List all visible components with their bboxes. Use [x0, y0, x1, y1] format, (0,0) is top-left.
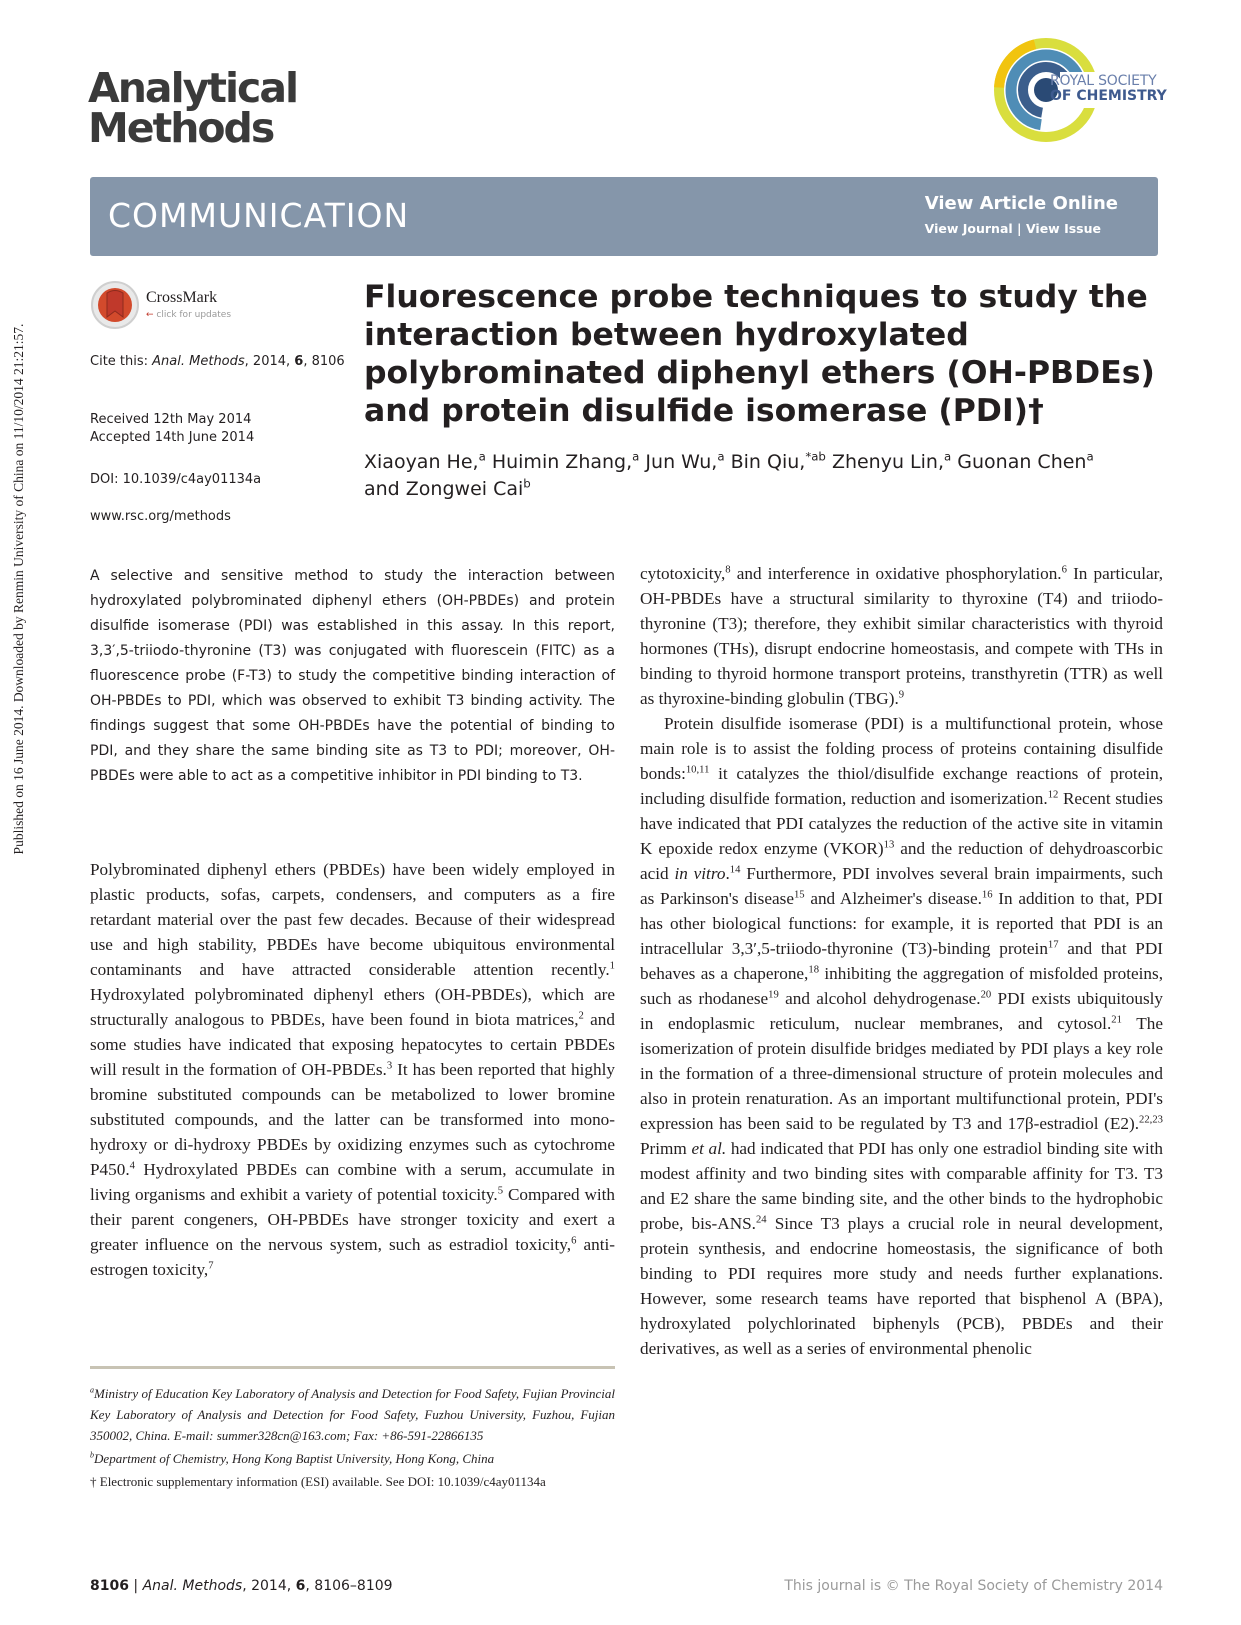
dates	[90, 411, 254, 447]
footnote-divider	[90, 1366, 615, 1369]
crossmark-label: CrossMark	[146, 289, 218, 306]
journal-logo-line1: Analytical	[88, 64, 298, 112]
download-notice: Published on 16 June 2014. Downloaded by Renmin University of China on 11/10/2014 21:21:57.	[11, 323, 26, 855]
rsc-wordmark-line1: ROYAL SOCIETY	[1050, 73, 1157, 89]
reference-mark[interactable]: 4	[129, 1160, 135, 1172]
reference-mark[interactable]: 17	[1047, 939, 1059, 951]
reference-mark[interactable]: 16	[981, 889, 993, 901]
reference-mark[interactable]: 5	[497, 1185, 504, 1197]
reference-mark[interactable]: 1	[609, 960, 615, 972]
view-journal-link[interactable]: View Journal	[924, 221, 1013, 236]
body-column-right	[640, 561, 1163, 1361]
link-separator: |	[1017, 221, 1022, 236]
author[interactable]: and Zongwei Cai$^b$	[364, 476, 531, 500]
journal-url[interactable]: www.rsc.org/methods	[90, 509, 231, 524]
copyright-notice: This journal is © The Royal Society of Chemistry 2014	[784, 1578, 1163, 1594]
article-type-banner	[90, 177, 1158, 256]
reference-mark[interactable]: 14	[729, 864, 741, 876]
view-issue-link[interactable]: View Issue	[1025, 221, 1101, 236]
author[interactable]: Xiaoyan He,$^a$	[364, 449, 486, 473]
author[interactable]: Bin Qiu,$^{*ab}$	[730, 449, 826, 473]
body-paragraph: cytotoxicity,$^8$ and interference in oxidative phosphorylation.$^6$ In particular, OH-PBDEs have a structural similarity to thyroxine (T4) and triiodo-thyronine (T3); therefore, they exhibit similar characteristics with thyroid hormones (THs), disrupt endocrine homeostasis, and compete with THs in binding to thyroid hormone transport proteins, transthyretin (TTR) as well as thyroxine-binding globulin (TBG).$^9$	[640, 564, 1163, 708]
accepted-date: Accepted 14th June 2014	[90, 430, 255, 445]
author[interactable]: Huimin Zhang,$^a$	[491, 449, 640, 473]
crossmark-button[interactable]	[90, 280, 250, 332]
view-article-online-link[interactable]: View Article Online	[924, 193, 1118, 214]
reference-mark[interactable]: 15	[793, 889, 805, 901]
body-paragraph: Polybrominated diphenyl ethers (PBDEs) have been widely employed in plastic products, sofas, carpets, condensers, and computers as a fire retardant material over the past few decades. Because of their widespread use and high stability, PBDEs have become ubiquitous environmental contaminants and have attracted considerable attention recently.$^1$ Hydroxylated polybrominated diphenyl ethers (OH-PBDEs), which are structurally analogous to PBDEs, have been found in biota matrices,$^2$ and some studies have indicated that exposing hepatocytes to certain PBDEs will result in the formation of OH-PBDEs.$^3$ It has been reported that highly bromine substituted compounds can be metabolized to lower bromine substituted compounds, and the latter can be transformed into mono-hydroxy or di-hydroxy PBDEs by oxidizing enzymes such as cytochrome P450.$^4$ Hydroxylated PBDEs can combine with a serum, accumulate in living organisms and exhibit a variety of potential toxicity.$^5$ Compared with their parent congeners, OH-PBDEs have stronger toxicity and exert a greater influence on the nervous system, such as estradiol toxicity,$^6$ anti-estrogen toxicity,$^7$	[90, 860, 616, 1279]
reference-mark[interactable]: 7	[208, 1260, 214, 1272]
reference-mark[interactable]: 20	[980, 989, 992, 1001]
reference-mark[interactable]: 21	[1111, 1014, 1122, 1026]
body-column-left	[90, 857, 615, 1282]
author-list	[364, 449, 1164, 503]
author[interactable]: Jun Wu,$^a$	[645, 449, 725, 473]
abstract: A selective and sensitive method to study the interaction between hydroxylated polybrominated diphenyl ethers (OH-PBDEs) and protein disulfide isomerase (PDI) was established in this assay. In this report, 3,3′,5-triiodo-thyronine (T3) was conjugated with fluorescein (FITC) as a fluorescence probe (F-T3) to study the competitive binding interaction of OH-PBDEs to PDI, which was observed to exhibit T3 binding activity. The findings suggest that some OH-PBDEs have the potential of binding to PDI, and they share the same binding site as T3 to PDI; moreover, OH-PBDEs were able to act as a competitive inhibitor in PDI binding to T3.	[90, 568, 615, 784]
banner-links	[925, 221, 1101, 236]
reference-mark[interactable]: 22,23	[1139, 1114, 1163, 1126]
reference-mark[interactable]: 2	[578, 1010, 584, 1022]
received-date: Received 12th May 2014	[90, 412, 252, 427]
doi[interactable]: DOI: 10.1039/c4ay01134a	[90, 472, 262, 487]
body-paragraph: Protein disulfide isomerase (PDI) is a multifunctional protein, whose main role is to assist the folding process of proteins containing disulfide bonds:$^{10,11}$ it catalyzes the thiol/disulfide exchange reactions of protein, including disulfide formation, reduction and isomerization.$^{12}$ Recent studies have indicated that PDI catalyzes the reduction of the active site in vitamin K epoxide redox enzyme (VKOR)$^{13}$ and the reduction of dehydroascorbic acid in vitro.$^{14}$ Furthermore, PDI involves several brain impairments, such as Parkinson's disease$^{15}$ and Alzheimer's disease.$^{16}$ In addition to that, PDI has other biological functions: for example, it is reported that PDI is an intracellular 3,3′,5-triiodo-thyronine (T3)-binding protein$^{17}$ and that PDI behaves as a chaperone,$^{18}$ inhibiting the aggregation of misfolded proteins, such as rhodanese$^{19}$ and alcohol dehydrogenase.$^{20}$ PDI exists ubiquitously in endoplasmic reticulum, nuclear membranes, and cytosol.$^{21}$ The isomerization of protein disulfide bridges mediated by PDI plays a key role in the formation of a three-dimensional structure of protein molecules and also in protein renaturation. As an important multifunctional protein, PDI's expression has been said to be regulated by T3 and 17β-estradiol (E2).$^{22,23}$ Primm et al. had indicated that PDI has only one estradiol binding site with modest affinity and two binding sites with comparable affinity for T3. T3 and E2 share the same binding site, and the other binds to the hydrophobic probe, bis-ANS.$^{24}$ Since T3 plays a crucial role in neural development, protein synthesis, and endocrine homeostasis, the significance of both binding to PDI requires more study and needs further explanations. However, some research teams have reported that bisphenol A (BPA), hydroxylated polychlorinated biphenyls (PCB), PBDEs and their derivatives, as well as a series of environmental phenolic	[640, 714, 1164, 1358]
reference-mark[interactable]: 9	[898, 689, 905, 701]
page-number: 8106	[90, 1578, 129, 1594]
crossmark-icon	[90, 280, 140, 330]
reference-mark[interactable]: 6	[1061, 564, 1067, 576]
author[interactable]: Zhenyu Lin,$^a$	[831, 449, 952, 473]
reference-mark[interactable]: 19	[768, 989, 779, 1001]
page-footer-citation: 8106 | Anal. Methods, 2014, 6, 8106–8109	[90, 1578, 393, 1594]
footnotes	[90, 1383, 615, 1494]
footnote-affiliation-b: $^b$Department of Chemistry, Hong Kong Baptist University, Hong Kong, China	[90, 1450, 495, 1466]
footnote-esi: † Electronic supplementary information (ESI) available. See DOI: 10.1039/c4ay01134a	[90, 1474, 546, 1489]
author[interactable]: Guonan Chen$^a$	[957, 449, 1094, 473]
reference-mark[interactable]: 8	[725, 564, 731, 576]
article-title: Fluorescence probe techniques to study the interaction between hydroxylated polybrominated diphenyl ethers (OH-PBDEs) and protein disulfide isomerase (PDI)†	[364, 279, 1155, 429]
footnote-affiliation-a: $^a$Ministry of Education Key Laboratory of Analysis and Detection for Food Safety, Fujian Provincial Key Laboratory of Analysis and Detection for Food Safety, Fuzhou University, Fuzhou, Fujian 350002, China. E-mail: summer328cn@163.com; Fax: +86-591-22866135	[90, 1385, 615, 1443]
rsc-logo	[988, 32, 1168, 148]
reference-mark[interactable]: 18	[808, 964, 820, 976]
rsc-wordmark-line2: OF CHEMISTRY	[1050, 88, 1167, 104]
reference-mark[interactable]: 6	[571, 1235, 577, 1247]
arrow-left-icon: ←	[146, 310, 154, 320]
article-type-label: COMMUNICATION	[108, 196, 410, 235]
journal-logo	[88, 64, 298, 152]
reference-mark[interactable]: 10,11	[685, 764, 710, 776]
citation: Cite this: Anal. Methods, 2014, 6, 8106	[90, 354, 345, 369]
reference-mark[interactable]: 3	[386, 1060, 393, 1072]
reference-mark[interactable]: 24	[755, 1214, 767, 1226]
reference-mark[interactable]: 12	[1047, 789, 1059, 801]
journal-logo-line2: Methods	[88, 104, 274, 152]
rsc-wordmark	[1050, 74, 1167, 104]
crossmark-sublabel: ← click for updates	[146, 310, 232, 320]
reference-mark[interactable]: 13	[883, 839, 895, 851]
